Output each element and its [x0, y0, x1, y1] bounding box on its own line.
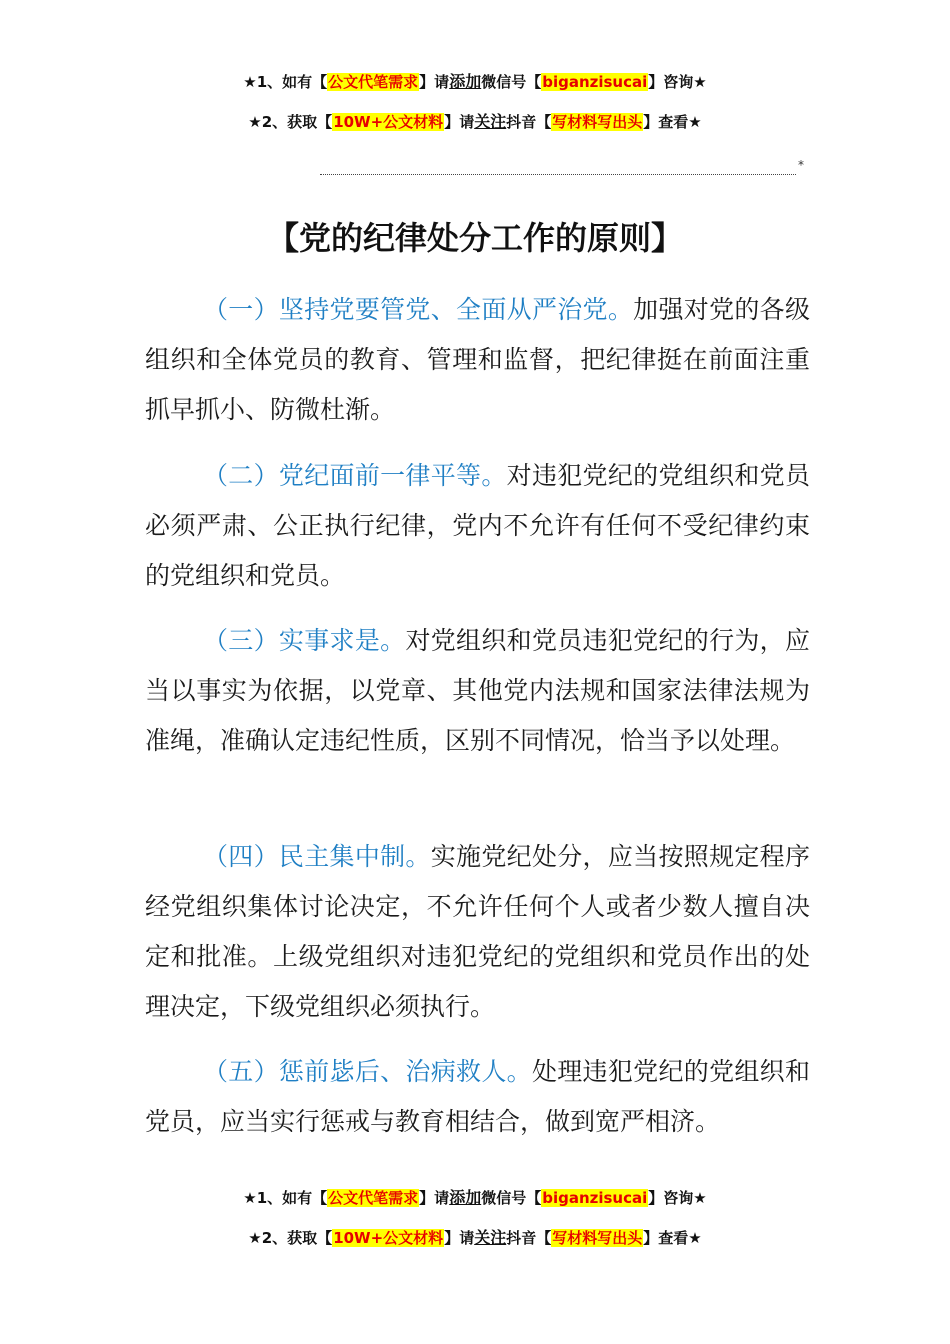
principle-heading: （二）党纪面前一律平等。: [203, 461, 507, 490]
promo-banner-bottom-line-2: ★2、获取【10W+公文材料】请关注抖音【写材料写出头】查看★: [248, 1228, 702, 1247]
paragraph-principle-5: [145, 1047, 810, 1147]
principle-heading: （四）民主集中制。: [203, 842, 431, 871]
separator-star: *: [798, 158, 804, 172]
principle-heading: （五）惩前毖后、治病救人。: [203, 1057, 532, 1086]
promo-banner-top-line-2: ★2、获取【10W+公文材料】请关注抖音【写材料写出头】查看★: [248, 112, 702, 131]
paragraph-principle-2: [145, 451, 810, 601]
principle-body: 处理违犯党纪的党组织和党员，应当实行惩戒与教育相结合，做到宽严相济。: [145, 1057, 810, 1136]
highlight-materials: 10W+公文材料: [333, 113, 444, 131]
dotted-separator: [320, 160, 796, 175]
principle-heading: （一）坚持党要管党、全面从严治党。: [203, 295, 634, 324]
principle-body: 对党组织和党员违犯党纪的行为，应当以事实为依据，以党章、其他党内法规和国家法律法规为准绳，准确认定违纪性质，区别不同情况，恰当予以处理。: [145, 626, 810, 755]
highlight-service: 公文代笔需求: [328, 1189, 419, 1207]
page-title: 【党的纪律处分工作的原则】: [266, 219, 683, 257]
principle-body: 实施党纪处分，应当按照规定程序经党组织集体讨论决定，不允许任何个人或者少数人擅自决定和批准。上级党组织对违犯党纪的党组织和党员作出的处理决定，下级党组织必须执行。: [145, 842, 810, 1021]
promo-banner-bottom-line-1: ★1、如有【公文代笔需求】请添加微信号【biganzisucai】咨询★: [243, 1188, 707, 1207]
promo-banner-top-line-1: ★1、如有【公文代笔需求】请添加微信号【biganzisucai】咨询★: [243, 72, 707, 91]
paragraph-principle-3: [145, 616, 810, 766]
principle-body: 加强对党的各级组织和全体党员的教育、管理和监督，把纪律挺在前面注重抓早抓小、防微杜渐。: [145, 295, 810, 424]
highlight-wechat-id: biganzisucai: [542, 1189, 648, 1207]
principle-heading: （三）实事求是。: [203, 626, 406, 655]
paragraph-principle-4: [145, 832, 810, 1032]
highlight-service: 公文代笔需求: [328, 73, 419, 91]
highlight-wechat-id: biganzisucai: [542, 73, 648, 91]
highlight-douyin-account: 写材料写出头: [552, 113, 643, 131]
principle-body: 对违犯党纪的党组织和党员必须严肃、公正执行纪律，党内不允许有任何不受纪律约束的党组织和党员。: [145, 461, 810, 590]
paragraph-principle-1: [145, 285, 810, 435]
highlight-douyin-account: 写材料写出头: [552, 1229, 643, 1247]
highlight-materials: 10W+公文材料: [333, 1229, 444, 1247]
